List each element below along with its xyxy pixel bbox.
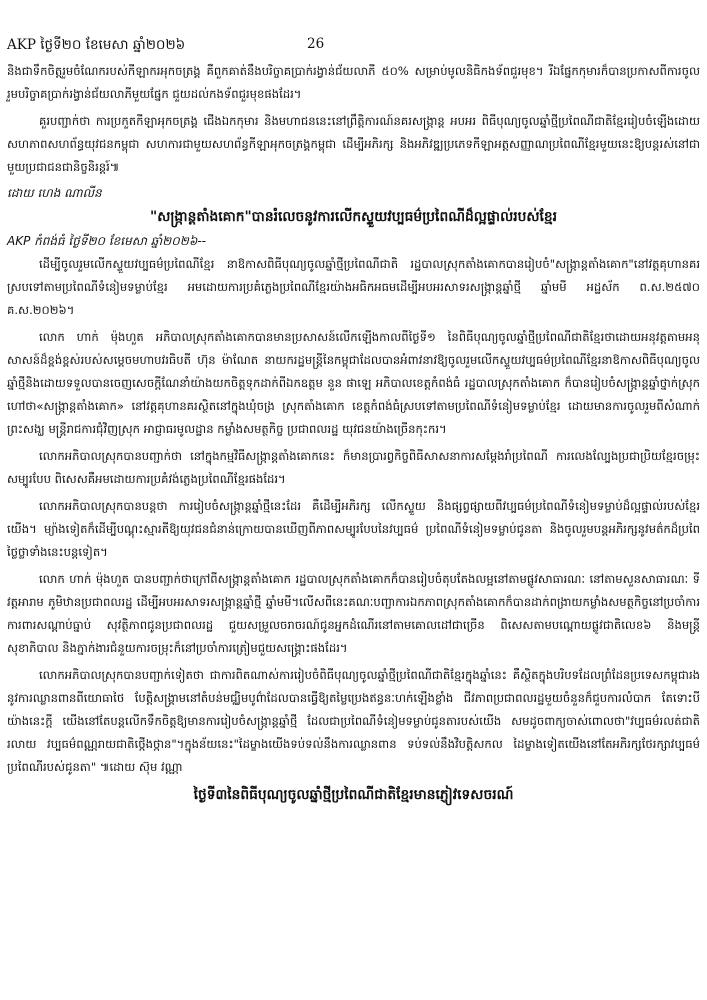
article-day-three (7, 783, 700, 807)
article-paragraph: លោកអភិបាលស្រុកបានបញ្ជាក់ទៀតថា ជាការពិតណាស់ការរៀបចំពិធីបុណ្យចូលឆ្នាំថ្មីប្រពៃណីជាតិខ្មែរក្នុងឆ្នាំនេះ គឺស្ថិតក្នុងបរិបទដែលព្រំដែនប្រទេសកម្ពុជារងនូវការឈ្លានពានពីយោធាថៃ បែត្តិសង្គ្រាមនៅតំបន់មជ្ឈិមបូព៌ាដែលបានធ្វើឱ្យតម្លៃប្រេងឥន្ធនៈហក់ឡើងខ្លាំង ជីវភាពប្រជាពលរដ្ឋមួយចំនួនក៏ជួបការលំបាក តែទោះបីយ៉ាងនេះក្ដី យើងនៅតែបន្តលើកទឹកចិត្តឱ្យមានការរៀបចំសង្ក្រាន្តឆ្នាំថ្មី ដែលជាប្រពៃណីទំនៀមទម្លាប់ជូនតារបស់យើង សមដូចពាក្យចាស់ពោលថា"វប្បធម៌រលត់ជាតិរលាយ វប្បធម៌ពណ្ណរាយជាតិថ្កើងថ្កាន"។ក្នុងន័យនេះ"ដៃម្ខាងយើងទប់ទល់នឹងការឈ្លានពាន ទប់ទល់នឹងវិបត្តិសកល ដៃម្ខាងទៀតយើងនៅតែអភិរក្សថែរក្សាវប្បធម៌ប្រពៃណីរបស់ជូនតា" ៕ដោយ ស៊ុម វណ្ណា (7, 668, 700, 774)
header-date: AKP ថ្ងៃទី២០ ខែមេសា ឆ្នាំ២០២៦ (7, 37, 186, 53)
article-dateline: AKP កំពង់ធំ ថ្ងៃទី២០ ខែមេសា ឆ្នាំ២០២៦-- (7, 234, 206, 248)
article-headline: "សង្ក្រាន្តតាំងគោក"បានរំលេចនូវការលើកស្ទួយវប្បធម៌ប្រពៃណីដ៏ល្អផ្ទាល់របស់ខ្មែរ (150, 209, 557, 225)
article-paragraph: លោកអភិបាលស្រុកបានបញ្ជាក់ថា នៅក្នុងកម្មវិធីសង្ក្រាន្តតាំងគោកនេះ ក៏មានប្រារព្វកិច្ចពិធីសាសនាការសម្ដែងរាំប្រពៃណី ការលេងល្បែងប្រជាប្រិយខ្មែរចម្រុះសម្បូរបែប ពិសេសគឺអមដោយការប្រគំវង់ភ្លេងប្រពៃណីខ្មែរផងដែរ។ (7, 449, 700, 486)
page-number: 26 (307, 36, 325, 52)
article-headline: ថ្ងៃទី៣នៃពិធីបុណ្យចូលឆ្នាំថ្មីប្រពៃណីជាតិខ្មែរមានភ្ញៀវទេសចរណ៍ (193, 787, 514, 803)
page-header (7, 36, 700, 56)
article-paragraph: លោក ហាក់ ម៉ុងហួត បានបញ្ជាក់ថាក្រៅពីសង្ក្រាន្តតាំងគោក រដ្ឋបាលស្រុកតាំងគោកក៏បានរៀបចំតុបតែងលម្អនៅតាមផ្លូវសាធារណៈ នៅតាមសួនសាធារណៈ ទីវត្តអារាម ភូមិឋានប្រជាពលរដ្ឋ ដើម្បីអបអរសាទរសង្ក្រាន្តឆ្នាំថ្មី ឆ្នាំមមី។លើសពីនេះគណៈបញ្ជាការឯកភាពស្រុកតាំងគោកក៏បានដាក់ពង្រាយកម្លាំងសមត្ថកិច្ចនៅប្រចាំការការពារសណ្ដាប់ធ្នាប់ សុវត្ថិភាពជូនប្រជាពលរដ្ឋ ជួយសម្រួលចរាចរណ៍ជូនអ្នកដំណើរនៅតាមគោលដៅជាច្រើន ពិសេសតាមបណ្ដោយផ្លូវជាតិលេខ៦ និងមន្ត្រីសុខាភិបាល និងភ្នាក់ងារជំនួយការចម្រុះក៏នៅប្រចាំការត្រៀមជួយសង្គ្រោះផងដែរ។ (7, 572, 700, 655)
article-paragraph: ដើម្បីចូលរួមលើកស្ទួយវប្បធម៌ប្រពៃណីខ្មែរ នាឱកាសពិធីបុណ្យចូលឆ្នាំថ្មីប្រពៃណីជាតិ រដ្ឋបាលស្រុកតាំងគោកបានរៀបចំ"សង្ក្រាន្តតាំងគោក"នៅវត្តគុហានគរ ស្របទៅតាមប្រពៃណីទំនៀមទម្លាប់ខ្មែរ អមដោយការប្រគំភ្លេងប្រពៃណីខ្មែរយ៉ាងអធិកអធមដើម្បីអបអរសាទរសង្ក្រាន្តឆ្នាំថ្មី ឆ្នាំមមី អដ្ឋស័ក ព.ស.២៥៧០ គ.ស.២០២៦។ (7, 257, 700, 317)
article-sangkran-taing-kouk (7, 205, 700, 779)
article-paragraph: និងជាទឹកចិត្តរួមចំណែករបស់កីឡាករអុកចត្រង្គ គឺពួកគាត់នឹងបរិច្ចាគប្រាក់រង្វាន់ជ័យលាភី ៥០% សម្រាប់មូលនិធិកងទ័ពជួរមុខ។ រីឯផ្នែកកុមារក៏បានប្រកាសពីការចូលរួមបរិច្ចាគប្រាក់រង្វាន់ជ័យលាភីមួយផ្នែក ជួយដល់កងទ័ពជួរមុខផងដែរ។ (7, 64, 700, 101)
article-chess (7, 60, 700, 203)
page-content (7, 60, 700, 809)
article-paragraph: គួរបញ្ជាក់ថា ការប្រកួតកីឡាអុកចត្រង្គ ជើងឯកកុមារ និងមហាជននេះនៅព្រឹត្តិការណ៍នគរសង្ក្រាន្ត អបអរ ពិធីបុណ្យចូលឆ្នាំថ្មីប្រពៃណីជាតិខ្មែររៀបចំឡើងដោយសហភាពសហព័ន្ធយុវជនកម្ពុជា សហការជាមួយសហព័ន្ធកីឡាអុកចត្រង្គកម្ពុជា ដើម្បីអភិរក្ស និងអភិវឌ្ឍប្រភេទកីឡាអត្តសញ្ញាណប្រពៃណីខ្មែរមួយនេះឱ្យបន្តរស់នៅជាមួយប្រជាជនជានិច្ចនិរន្តរ៍៕ (7, 114, 700, 174)
article-byline: ដោយ ហេង ណាលីន (7, 186, 102, 200)
article-paragraph: លោកអភិបាលស្រុកបានបន្តថា ការរៀបចំសង្ក្រាន្តឆ្នាំថ្មីនេះដែរ គឺដើម្បីអភិរក្ស លើកស្ទួយ និងផ្សព្វផ្សាយពីវប្បធម៌ប្រពៃណីទំនៀមទម្លាប់ដ៏ល្អផ្ទាល់របស់ខ្មែរយើង។ ម្យ៉ាងទៀតក៏ដើម្បីបណ្ដុះស្មារតីឱ្យយុវជនជំនាន់ក្រោយបានឃើញពីភាពសម្បូរបែបនៃវប្បធម៌ ប្រពៃណីទំនៀមទម្លាប់ជូនតា និងចូលរួមបន្តអភិរក្សនូវមត៌កដ៏ប្រពៃថ្លៃថ្លាទាំងនេះបន្តទៀត។ (7, 499, 700, 559)
article-paragraph: លោក ហាក់ ម៉ុងហួត អភិបាលស្រុកតាំងគោកបានមានប្រសាសន៍លើកឡើងកាលពីថ្ងៃទី១ នៃពិធីបុណ្យចូលឆ្នាំថ្មីប្រពៃណីជាតិខ្មែរថាដោយអនុវត្តតាមអនុសាសន៍ដ៏ខ្ពង់ខ្ពស់របស់សម្ដេចមហាបវរធិបតី ហ៊ុន ម៉ាណែត នាយករដ្ឋមន្ត្រីនៃកម្ពុជាដែលបានអំពាវនាវឱ្យចូលរួមលើកស្ទួយវប្បធម៌ប្រពៃណីខ្មែរនាឱកាសពិធីបុណ្យចូលឆ្នាំថ្មីនិងដោយទទួលបានចេញសេចក្តីណែនាំយ៉ាងយកចិត្តទុកដាក់ពីឯកឧត្តម នួន ផាឡេ អភិបាលខេត្តកំពង់ធំ រដ្ឋបាលស្រុកតាំងគោក ក៏បានរៀបចំសង្ក្រាន្តឆ្នាំថ្នាក់ស្រុក ហៅថា«សង្ក្រាន្តតាំងគោក» នៅវត្តគុហានគរស្ថិតនៅក្នុងឃុំចង្រ ស្រុកតាំងគោក ខេត្តកំពង់ធំស្របទៅតាមប្រពៃណីទំនៀមទម្លាប់ខ្មែរ ដោយមានការចូលរួមពីសំណាក់ព្រះសង្ឃ មន្ត្រីរាជការជុំវិញស្រុក អាជ្ញាធរមូលដ្ឋាន កម្លាំងសមត្ថកិច្ច ប្រជាពលរដ្ឋ យុវជនយ៉ាងច្រើនកុះករ។ (7, 330, 700, 436)
